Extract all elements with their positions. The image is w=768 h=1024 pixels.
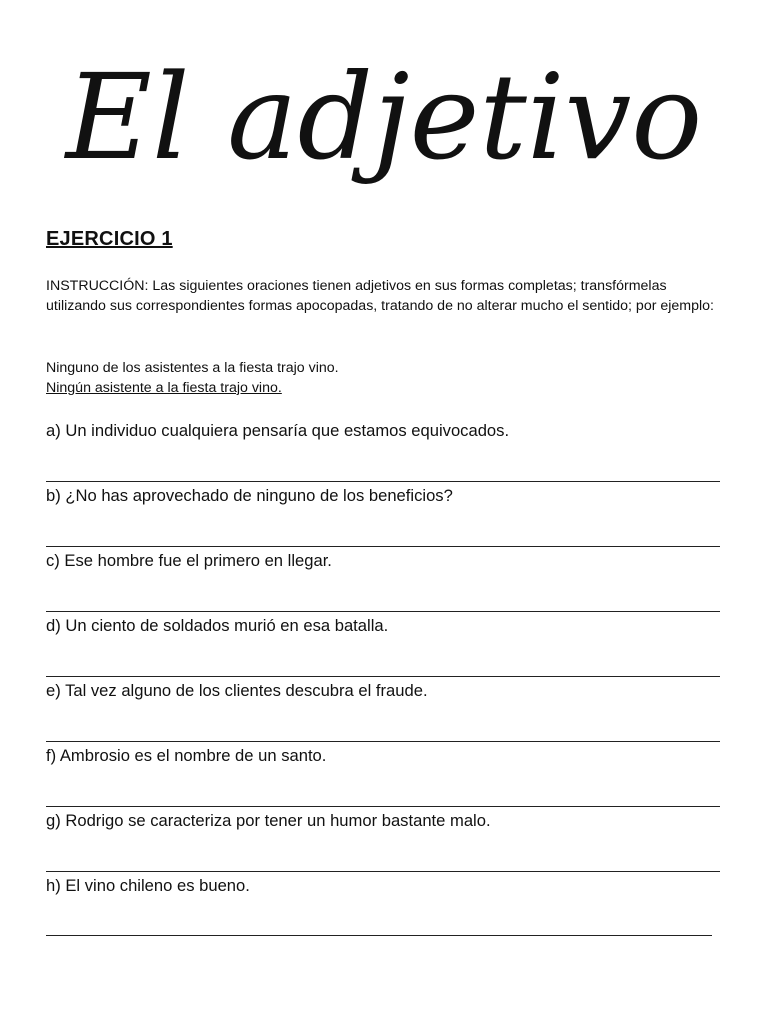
answer-line-h[interactable] [46, 935, 712, 936]
example-sentence: Ninguno de los asistentes a la fiesta trajo vino. [46, 360, 339, 376]
exercise-item-b: b) ¿No has aprovechado de ninguno de los beneficios? [46, 486, 453, 505]
worksheet-title [0, 40, 768, 200]
example-block [46, 358, 339, 398]
answer-line-d[interactable] [46, 676, 720, 677]
exercise-item-h: h) El vino chileno es bueno. [46, 876, 250, 895]
exercise-heading: EJERCICIO 1 [46, 228, 173, 250]
answer-line-a[interactable] [46, 481, 720, 482]
title-text: El adjetivo [65, 48, 703, 186]
title-lettering [0, 40, 768, 200]
exercise-item-a: a) Un individuo cualquiera pensaría que estamos equivocados. [46, 421, 510, 440]
exercise-item-g: g) Rodrigo se caracteriza por tener un humor bastante malo. [46, 811, 491, 830]
answer-line-g[interactable] [46, 871, 720, 872]
answer-line-c[interactable] [46, 611, 720, 612]
exercise-item-d: d) Un ciento de soldados murió en esa batalla. [46, 616, 389, 635]
exercise-item-e: e) Tal vez alguno de los clientes descubra el fraude. [46, 681, 428, 700]
exercise-item-f: f) Ambrosio es el nombre de un santo. [46, 746, 327, 765]
instruction-text: INSTRUCCIÓN: Las siguientes oraciones tienen adjetivos en sus formas completas; transfórmelas utilizando sus correspondientes formas apocopadas, tratando de no alterar mucho el sentido; por ejemplo: [46, 278, 714, 314]
exercise-item-c: c) Ese hombre fue el primero en llegar. [46, 551, 332, 570]
answer-line-e[interactable] [46, 741, 720, 742]
example-answer: Ningún asistente a la fiesta trajo vino. [46, 380, 282, 396]
answer-line-f[interactable] [46, 806, 720, 807]
answer-line-b[interactable] [46, 546, 720, 547]
